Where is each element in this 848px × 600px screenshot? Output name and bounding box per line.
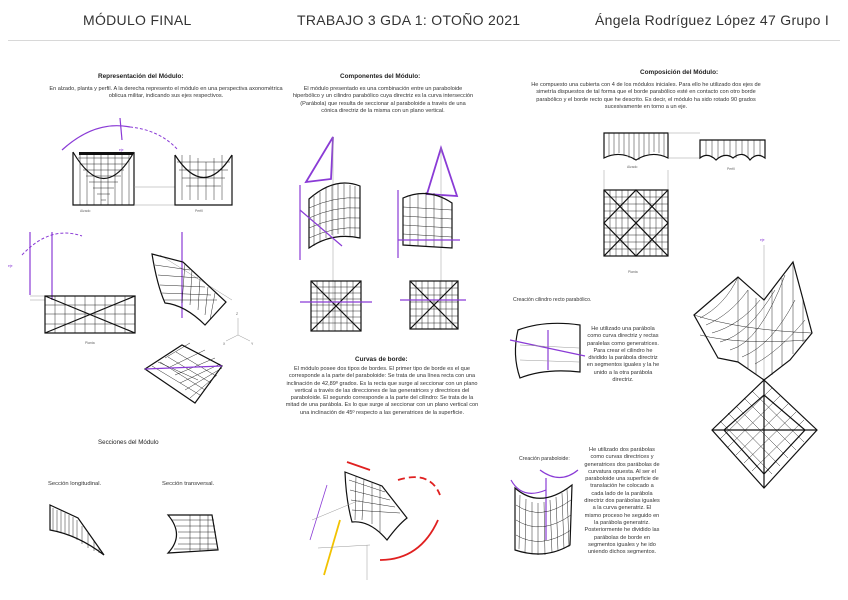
axis-x-label: X xyxy=(223,342,226,346)
header-center-title: TRABAJO 3 GDA 1: OTOÑO 2021 xyxy=(297,12,521,28)
header-right-author: Ángela Rodríguez López 47 Grupo I xyxy=(595,12,830,28)
paraboloide-label: Creación paraboloide: xyxy=(519,456,570,462)
composicion-title: Composición del Módulo: xyxy=(640,69,719,76)
eje-label-3: eje xyxy=(760,238,765,242)
header-left-title: MÓDULO FINAL xyxy=(83,12,192,28)
sec-transversal-label: Sección transversal. xyxy=(162,481,215,487)
eje-label-2: eje xyxy=(8,264,13,268)
alzado-label: Alzado xyxy=(80,209,91,213)
cilindro-text: He utilizado una parábola como curva directriz y rectas paralelas como generatrices. Para crear el cilindro he dividido la parábola directriz en segmentos iguales y la he unido a la otra parábola directriz. xyxy=(586,326,660,384)
curvas-title: Curvas de borde: xyxy=(355,356,408,363)
composicion-text: He compuesto una cubierta con 4 de los módulos iniciales. Para ello he utilizado dos ejes de simetría dispuestos de tal forma que el borde parabólico esté en contacto con otro borde parabólico y el borde recto que he descrito. Es decir, el módulo ha sido rotado 90 grados sucesivamente en torno a un eje. xyxy=(531,82,761,110)
eje-label-1: eje xyxy=(119,148,124,152)
comp-planta-label: Planta xyxy=(628,270,638,274)
sec-longitudinal-label: Sección longitudinal. xyxy=(48,481,102,487)
axis-y-label: Y xyxy=(251,342,254,346)
paraboloide-text: He utilizado dos parábolas como curvas directrices y generatrices dos parábolas de curvatura opuesta. Al ser el paraboloide una superficie de translación he colocado a cada lado de la parábola directriz dos parábolas iguales a la curva generatriz. El mismo proceso he seguido en la parábola generatriz. Posteriormente he dividido las parábolas de borde en segmentos iguales y he ido uniendo dichos segmentos. xyxy=(584,447,660,556)
planta-label: Planta xyxy=(85,341,95,345)
representacion-text: En alzado, planta y perfil. A la derecha represento el módulo en una perspectiva axonométrica oblicua militar, indicando sus ejes respectivos. xyxy=(49,86,283,100)
curvas-text: El módulo posee dos tipos de bordes. El primer tipo de borde es el que corresponde a la parte del paraboloide: Se trata de una línea recta con una inclinación de 42,89º grados. Es la recta que surge al seccionar con un plano vertical a través de las direcciones de las generatrices y directrices del paraboloide. El segundo corresponde a la parte del cilindro: Se trata de la mitad de una parábola. Es lo que surge al seccionar con un plano vertical con una inclinación de 45º respecto a las generatrices de la superficie. xyxy=(285,366,479,416)
comp-alzado-label: Alzado xyxy=(627,165,638,169)
representacion-title: Representación del Módulo: xyxy=(98,73,184,80)
axis-z-label: Z xyxy=(236,312,239,316)
perfil-label: Perfil xyxy=(195,209,203,213)
componentes-text: El módulo presentado es una combinación entre un paraboloide hiperbólico y un cilindro parabólico cuya directriz es la curva intersección (Parábola) que resulta de seccionar al paraboloide a través de una cónica directriz de la misma con un plano vertical. xyxy=(292,86,474,114)
comp-perfil-label: Perfil xyxy=(727,167,735,171)
secciones-title: Secciones del Módulo xyxy=(98,439,159,446)
cilindro-label: Creación cilindro recto parabólico. xyxy=(513,297,592,303)
componentes-title: Componentes del Módulo: xyxy=(340,73,421,80)
